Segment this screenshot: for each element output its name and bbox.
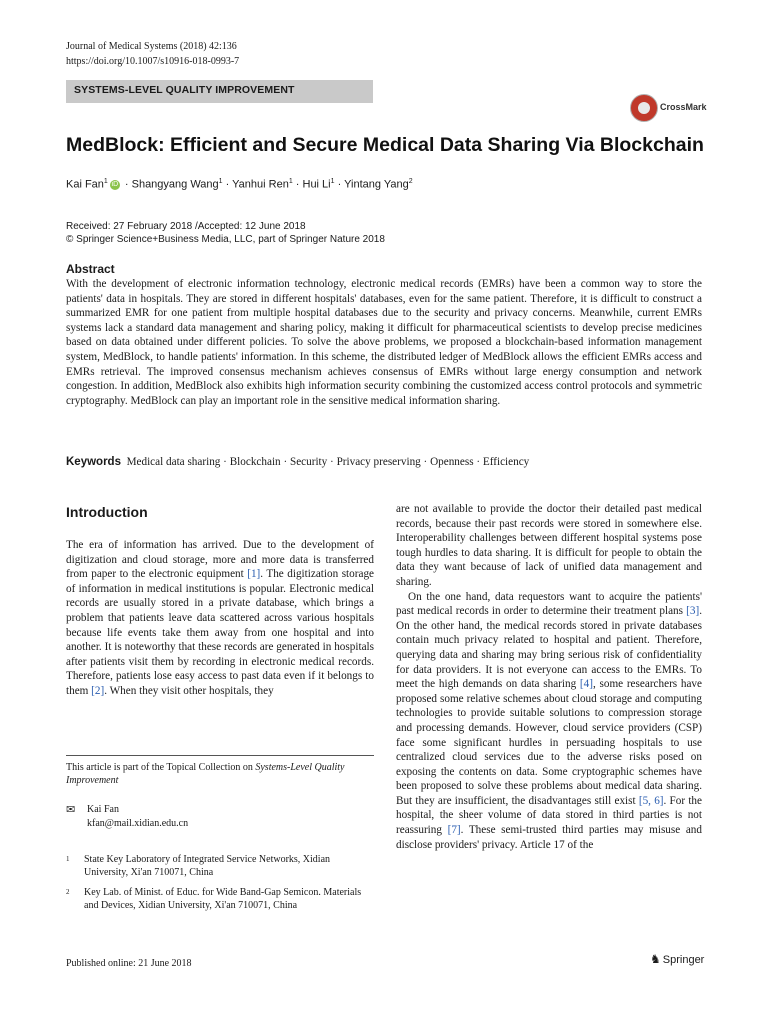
intro-text: On the one hand, data requestors want to acquire the patients' past medical records in order to determine their treatment plans <box>396 590 702 618</box>
author-affiliation-marker: 2 <box>408 178 413 185</box>
publisher-name: Springer <box>662 954 705 966</box>
article-title: MedBlock: Efficient and Secure Medical Data Sharing Via Blockchain <box>66 134 704 156</box>
author-name[interactable]: Hui Li <box>302 178 331 191</box>
author-list <box>66 178 413 191</box>
intro-left-column <box>66 538 374 699</box>
publisher-logo[interactable] <box>650 952 704 966</box>
author-affiliation-marker: 1 <box>288 178 293 185</box>
corresponding-author: Kai Fan <box>87 804 119 815</box>
keywords-line <box>66 456 529 468</box>
footnote-divider <box>66 755 374 756</box>
author-name[interactable]: Yintang Yang <box>344 178 409 191</box>
affiliation-text: Key Lab. of Minist. of Educ. for Wide Band-Gap Semicon. Materials and Devices, Xidian University, Xi'an 710071, China <box>84 887 362 911</box>
intro-text: . On the other hand, the medical records stored in private databases contain much privacy related to hospital and patient. Therefore, querying data and sharing may bring serious risk of confidentiality for data providers. It is not everyone can access to the EMRs. To meet the high demands on data sharing <box>396 605 702 691</box>
orcid-icon[interactable]: iD <box>111 180 119 188</box>
citation-link[interactable]: [7] <box>447 824 461 837</box>
author-affiliation-marker: 1 <box>103 178 108 185</box>
topical-prefix: This article is part of the Topical Collection on <box>66 762 256 773</box>
published-date: Published online: 21 June 2018 <box>66 958 192 969</box>
intro-right-column <box>396 502 702 852</box>
author-separator: · <box>334 178 345 191</box>
category-label: SYSTEMS-LEVEL QUALITY IMPROVEMENT <box>74 84 295 96</box>
received-dates: Received: 27 February 2018 /Accepted: 12 June 2018 <box>66 221 306 232</box>
abstract-heading: Abstract <box>66 262 115 276</box>
citation-link[interactable]: [1] <box>247 568 261 581</box>
intro-text: , some researchers have proposed some relative schemes about cloud storage and computing technologies to provide suitable solutions to compression storage and processing demands. However, cloud service providers (CSP) face some significant hurdles in persuading hospitals to use centralized cloud services due to the adverse risks posed on exposing the contents on data. Some cryptographic schemes have been proposed to solve these problems about medical data sharing. But they are insufficient, the disadvantages still exist <box>396 678 702 807</box>
intro-text: . For the hospital, the sheer volume of data stored in third parties is not reassuring <box>396 794 702 837</box>
intro-paragraph: are not available to provide the doctor their detailed past medical records, because their past records were stored in somewhere else. Interoperability challenges between different hospital systems pose tough hurdles to data sharing. It is difficult for people to obtain the data they want because of lack of unified data management and sharing. <box>396 503 702 588</box>
copyright-notice: © Springer Science+Business Media, LLC, part of Springer Nature 2018 <box>66 234 385 245</box>
springer-horse-icon: ♞ <box>650 952 661 966</box>
corresponding-email[interactable]: kfan@mail.xidian.edu.cn <box>87 818 189 829</box>
topical-collection-note <box>66 761 376 787</box>
doi-link[interactable]: https://doi.org/10.1007/s10916-018-0993-7 <box>66 56 240 67</box>
affiliation-number: 1 <box>66 855 70 863</box>
category-banner <box>66 80 373 103</box>
journal-citation: Journal of Medical Systems (2018) 42:136 <box>66 41 237 52</box>
author-affiliation-marker: 1 <box>330 178 335 185</box>
author-affiliation-marker: 1 <box>218 178 223 185</box>
intro-text: . These semi-trusted third parties may misuse and disclose providers' privacy. Article 17 of the <box>396 824 702 851</box>
keywords-label: Keywords <box>66 456 121 468</box>
affiliation-text: State Key Laboratory of Integrated Service Networks, Xidian University, Xi'an 710071, China <box>84 854 331 878</box>
keywords-text: Medical data sharing · Blockchain · Security · Privacy preserving · Openness · Efficiency <box>126 456 530 468</box>
crossmark-badge[interactable] <box>630 94 740 122</box>
intro-text: . When they visit other hospitals, they <box>104 684 274 697</box>
citation-link[interactable]: [3] <box>686 605 700 618</box>
crossmark-label: CrossMark <box>660 102 707 112</box>
citation-link[interactable]: [5, 6] <box>638 794 664 807</box>
abstract-text: With the development of electronic information technology, electronic medical records (EMRs) have been a common way to store the patients' data in hospitals. They are stored in different hospitals' databases, even for the same patient. Therefore, it is difficult to construct a summarized EMR for one patient from multiple hospital databases due to the security and privacy concerns. Meanwhile, current EMRs systems lack a standard data management and sharing policy, making it difficult for pharmaceutical scientists to develop precise medicines based on data obtained under different policies. To solve the above problems, we proposed a blockchain-based information management system, MedBlock, to handle patients' information. In this scheme, the distributed ledger of MedBlock allows the efficient EMRs access and EMRs retrieval. The improved consensus mechanism achieves consensus of EMRs without large energy consumption and network congestion. In addition, MedBlock also exhibits high information security combining the customized access control protocols and symmetric cryptography. MedBlock can play an important role in the sensitive medical information sharing. <box>66 278 702 407</box>
intro-paragraph <box>396 590 702 853</box>
topical-collection-link[interactable]: Systems-Level Quality Improvement <box>66 762 345 786</box>
citation-link[interactable]: [2] <box>91 684 105 697</box>
introduction-heading: Introduction <box>66 504 148 520</box>
author-name[interactable]: Shangyang Wang <box>131 178 219 191</box>
author-separator: · <box>292 178 303 191</box>
author-name[interactable]: Kai Fan <box>66 178 104 191</box>
envelope-icon: ✉ <box>66 804 76 816</box>
author-separator: · <box>121 178 132 191</box>
citation-link[interactable]: [4] <box>579 678 593 691</box>
affiliation-number: 2 <box>66 888 70 896</box>
intro-text: The era of information has arrived. Due to the development of digitization and cloud storage, more and more data is transferred from paper to the electronic equipment <box>66 539 374 581</box>
intro-text: . The digitization storage of information in medical institutions is popular. Electronic medical records are usually stored in a private database, which brings a problem that patients leave data scattered across various hospitals because life events take them away from one hospital and into another. It is noteworthy that these records are generated in hospitals after patients visit them by recording in electronic medical records. Therefore, patients lose easy access to past data even if it belongs to them <box>66 568 374 697</box>
crossmark-icon <box>630 94 658 122</box>
author-separator: · <box>222 178 233 191</box>
author-name[interactable]: Yanhui Ren <box>232 178 289 191</box>
